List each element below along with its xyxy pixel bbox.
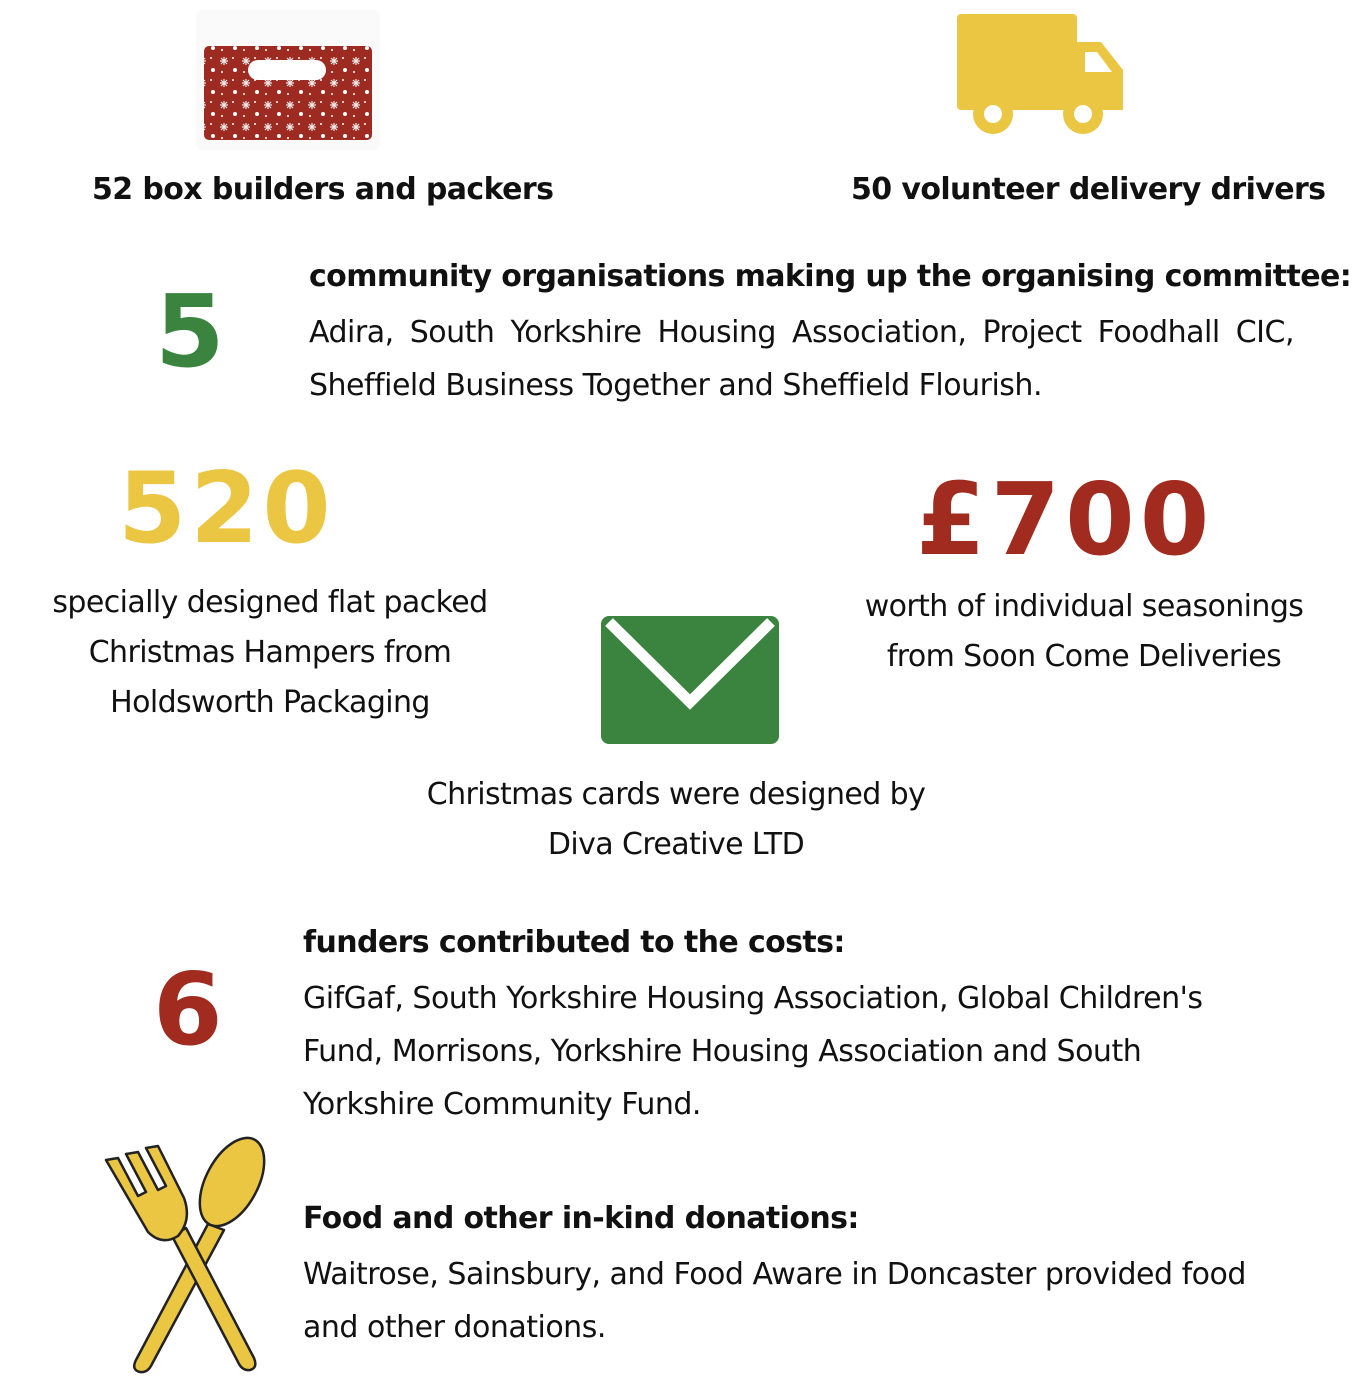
hampers-count: 520 bbox=[118, 452, 335, 566]
funders-heading: funders contributed to the costs: bbox=[303, 925, 845, 960]
cards-line-2: Diva Creative LTD bbox=[547, 827, 805, 862]
funders-count: 6 bbox=[153, 951, 223, 1068]
seasonings-value: £700 bbox=[916, 461, 1215, 578]
seasonings-description bbox=[834, 582, 1334, 682]
committee-count: 5 bbox=[155, 273, 225, 390]
seasonings-line-2: from Soon Come Deliveries bbox=[886, 639, 1282, 674]
committee-text: Adira, South Yorkshire Housing Association, Project Foodhall CIC, Sheffield Business Together and Sheffield Flourish. bbox=[309, 315, 1294, 403]
funders-text: GifGaf, South Yorkshire Housing Association, Global Children's Fund, Morrisons, Yorkshire Housing Association and South Yorkshire Community Fund. bbox=[303, 981, 1203, 1122]
donations-text: Waitrose, Sainsbury, and Food Aware in Doncaster provided food and other donations. bbox=[303, 1257, 1246, 1345]
delivery-truck-icon bbox=[955, 12, 1125, 136]
hampers-line-2: Christmas Hampers from bbox=[88, 635, 452, 670]
donations-heading: Food and other in-kind donations: bbox=[303, 1201, 859, 1236]
cards-description bbox=[376, 770, 976, 870]
fork-and-spoon-icon bbox=[100, 1132, 272, 1374]
hampers-line-3: Holdsworth Packaging bbox=[110, 685, 430, 720]
cards-line-1: Christmas cards were designed by bbox=[426, 777, 926, 812]
drivers-label: 50 volunteer delivery drivers bbox=[851, 172, 1326, 207]
committee-heading: community organisations making up the organising committee: bbox=[309, 259, 1352, 294]
hamper-box-icon bbox=[196, 10, 380, 150]
seasonings-line-1: worth of individual seasonings bbox=[864, 589, 1304, 624]
envelope-icon bbox=[601, 616, 779, 744]
packers-label: 52 box builders and packers bbox=[92, 172, 554, 207]
hampers-line-1: specially designed flat packed bbox=[52, 585, 488, 620]
hampers-description bbox=[20, 578, 520, 728]
